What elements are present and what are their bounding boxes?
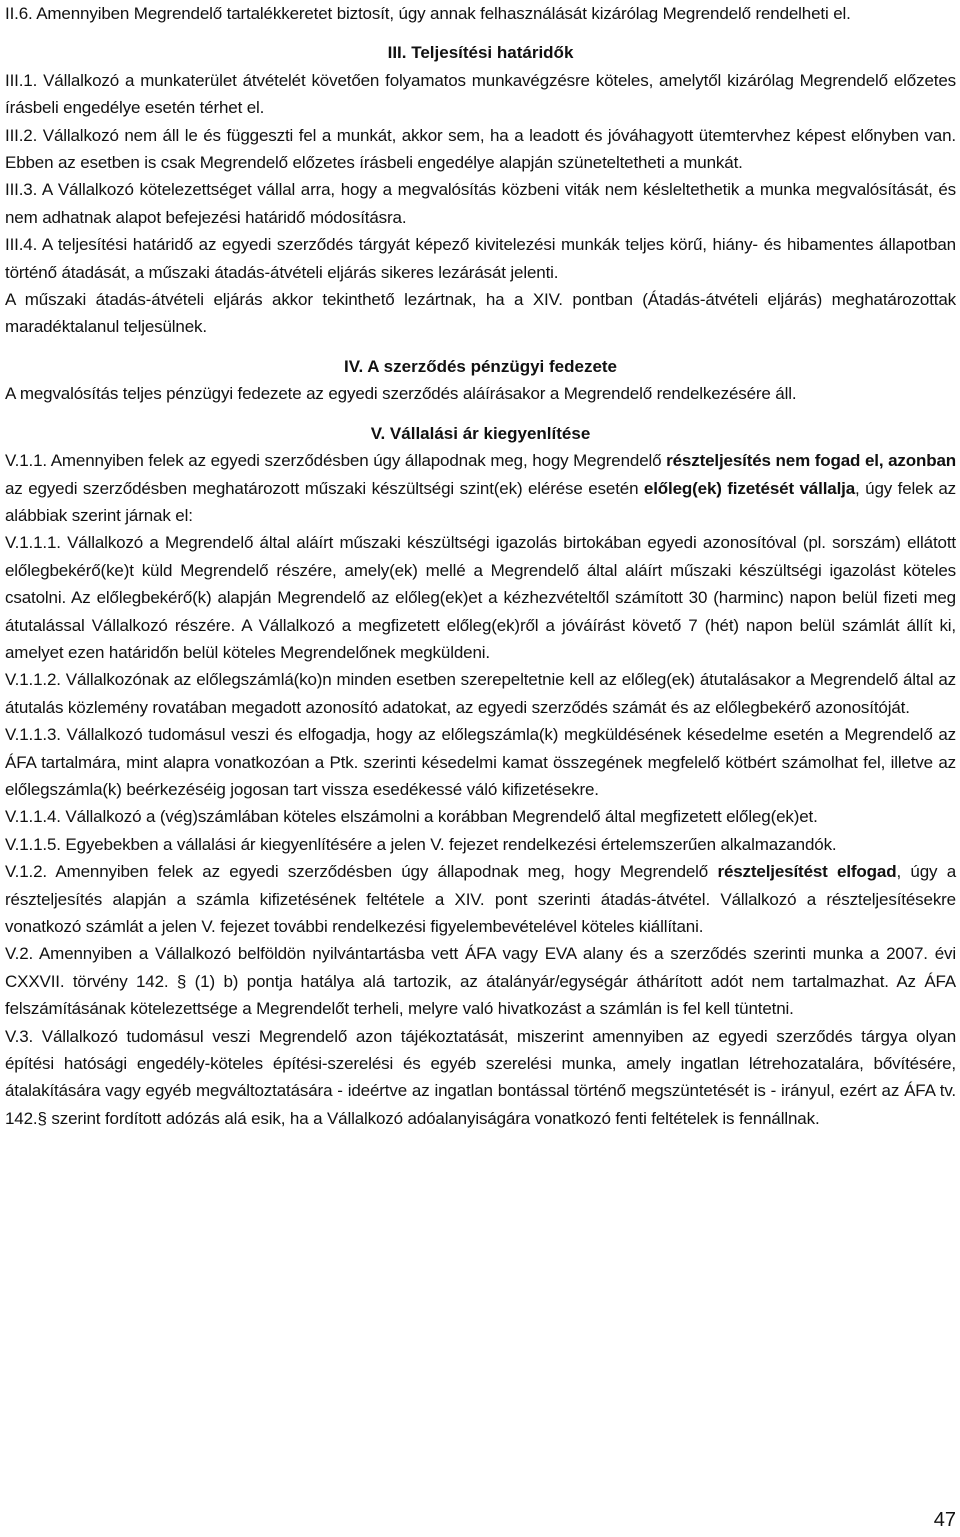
paragraph-V3: V.3. Vállalkozó tudomásul veszi Megrendelő azon tájékoztatását, miszerint amennyiben az egyedi szerződés tárgya olyan építési hatósági engedély-köteles építési-szerelési és egyéb szerelési munka, amely ingatlan létrehozatalára, bővítésére, átalakítására vagy egyéb megváltoztatására - ideértve az ingatlan bontással történő megszüntetését is - irányul, ezért az ÁFA tv. 142.§ szerint fordított adózás alá esik, ha a Vállalkozó adóalanyiságára vonatkozó fenti feltételek is fennállnak. xyxy=(5,1026,956,1128)
document-page xyxy=(5,0,956,1132)
paragraph-III2: III.2. Vállalkozó nem áll le és függeszti fel a munkát, akkor sem, ha a leadott és jóváhagyott ütemtervhez képest előnyben van. Ebben az esetben is csak Megrendelő előzetes írásbeli engedélye alapján szüneteltetheti a munkát. xyxy=(5,125,956,173)
paragraph-V115: V.1.1.5. Egyebekben a vállalási ár kiegyenlítésére a jelen V. fejezet rendelkezési értelemszerűen alkalmazandók. xyxy=(5,834,837,854)
paragraph-V12 xyxy=(5,858,956,940)
paragraph-V2: V.2. Amennyiben a Vállalkozó belföldön nyilvántartásba vett ÁFA vagy EVA alany és a szerződés szerinti munka a 2007. évi CXXVII. törvény 142. § (1) b) pontja hatálya alá tartozik, az átalányár/egységár áthárított adót nem tartalmazhat. Az ÁFA felszámításának kötelezettsége a Megrendelőt terheli, melyre való hivatkozást a számlán is fel kell tüntetni. xyxy=(5,944,956,1019)
paragraph-V114: V.1.1.4. Vállalkozó a (vég)számlában köteles elszámolni a korábban Megrendelő által megfizetett előleg(ek)et. xyxy=(5,807,818,827)
paragraph-III1: III.1. Vállalkozó a munkaterület átvételét követően folyamatos munkavégzésre köteles, amelytől kizárólag Megrendelő előzetes írásbeli engedélye esetén térhet el. xyxy=(5,70,956,118)
paragraph-III4b: A műszaki átadás-átvételi eljárás akkor tekinthető lezártnak, ha a XIV. pontban (Átadás-átvételi eljárás) meghatározottak maradéktalanul teljesülnek. xyxy=(5,290,956,337)
paragraph-V11-text-c: az egyedi szerződésben meghatározott műszaki készültségi szint(ek) elérése esetén xyxy=(5,478,644,498)
section-heading-V: V. Vállalási ár kiegyenlítése xyxy=(370,423,591,443)
paragraph-V111: V.1.1.1. Vállalkozó a Megrendelő által aláírt műszaki készültségi igazolás birtokában egyedi azonosítóval (pl. sorszám) ellátott előlegbekérő(ke)t küld Megrendelő részére, amely(ek) mellé a Megrendelő által aláírt műszaki készültségi igazolást köteles csatolni. Az előlegbekérő(k) alapján Megrendelő az előleg(ek)et a kézhezvételtől számított 30 (harminc) napon belül fizeti meg átutalással Vállalkozó részére. A Vállalkozó a megfizetett előleg(ek)ről a jóváírást követő 7 (hét) napon belül számlát állít ki, amelyet ezen határidőn belül köteles Megrendelőnek megküldeni. xyxy=(5,533,956,662)
paragraph-II6: II.6. Amennyiben Megrendelő tartalékkeretet biztosít, úgy annak felhasználását kizárólag Megrendelő rendelheti el. xyxy=(5,4,851,23)
paragraph-V11-bold-2: előleg(ek) fizetését vállalja xyxy=(643,478,856,498)
paragraph-V113: V.1.1.3. Vállalkozó tudomásul veszi és elfogadja, hogy az előlegszámla(k) megküldésének késedelme esetén a Megrendelő az ÁFA tartalmára, mint alapra vonatkozóan a Ptk. szerinti késedelmi kamat összegének megfelelő kötbért számolhat fel, illetve az előlegszámla(k) beérkezéséig jogosan tart vissza esedékessé váló kifizetésekre. xyxy=(5,725,956,799)
page-number: 47 xyxy=(933,1509,956,1531)
paragraph-III4: III.4. A teljesítési határidő az egyedi szerződés tárgyát képező kivitelezési munkák teljes körű, hiány- és hibamentes állapotban történő átadását, a műszaki átadás-átvételi eljárás sikeres lezárását jelenti. xyxy=(5,235,956,282)
paragraph-V11-text-a: V.1.1. Amennyiben felek az egyedi szerződésben úgy állapodnak meg, hogy Megrendelő xyxy=(5,451,667,471)
paragraph-V12-bold: részteljesítést elfogad xyxy=(717,862,897,882)
paragraph-III3: III.3. A Vállalkozó kötelezettséget vállal arra, hogy a megvalósítás közbeni viták nem késleltethetik a munka megvalósítását, és nem adhatnak alapot befejezési határidő módosításra. xyxy=(5,180,956,227)
section-heading-IV: IV. A szerződés pénzügyi fedezete xyxy=(343,356,618,376)
section-heading-III: III. Teljesítési határidők xyxy=(387,43,574,63)
paragraph-V112: V.1.1.2. Vállalkozónak az előlegszámlá(ko)n minden esetben szerepeltetnie kell az előleg(ek) átutalásakor a Megrendelő által az átutalás közlemény rovatában megadott azonosító adatokat, az egyedi szerződés számát és az előlegbekérő azonosítóját. xyxy=(5,670,956,717)
paragraph-IV: A megvalósítás teljes pénzügyi fedezete az egyedi szerződés aláírásakor a Megrendelő rendelkezésére áll. xyxy=(5,384,797,404)
paragraph-V11 xyxy=(5,447,956,529)
paragraph-V12-text-a: V.1.2. Amennyiben felek az egyedi szerződésben úgy állapodnak meg, hogy Megrendelő xyxy=(5,862,718,882)
paragraph-V11-bold-1: részteljesítés nem fogad el, azonban xyxy=(666,451,956,471)
paragraph-V12-text-c: , úgy a részteljesítés alapján a számla kifizetésének feltétele a XIV. pont szerinti átadás-átvétel. Vállalkozó a részteljesítésekre vonatkozó számlát a jelen V. fejezet további rendelkezési figyelembevételével köteles kiállítani. xyxy=(5,862,957,936)
paragraph-V11-text-d: , úgy felek az alábbiak szerint járnak el: xyxy=(5,478,956,525)
